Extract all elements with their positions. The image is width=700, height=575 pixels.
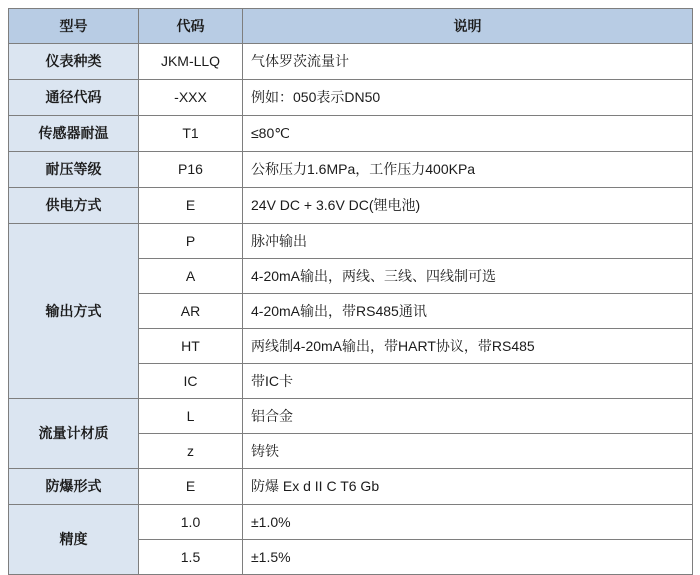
- row-code: P: [139, 224, 243, 259]
- row-description: ≤80℃: [243, 116, 693, 152]
- row-label: 仪表种类: [9, 44, 139, 80]
- row-code: T1: [139, 116, 243, 152]
- row-code: 1.5: [139, 540, 243, 575]
- row-code: -XXX: [139, 80, 243, 116]
- row-code: z: [139, 434, 243, 469]
- row-code: HT: [139, 329, 243, 364]
- row-label: 传感器耐温: [9, 116, 139, 152]
- row-description: ±1.5%: [243, 540, 693, 575]
- row-description: 两线制4-20mA输出，带HART协议，带RS485: [243, 329, 693, 364]
- row-description: 脉冲输出: [243, 224, 693, 259]
- row-code: A: [139, 259, 243, 294]
- row-label: 供电方式: [9, 188, 139, 224]
- table-row: [9, 116, 693, 152]
- specification-table: [8, 8, 693, 575]
- row-code: 1.0: [139, 505, 243, 540]
- row-code: IC: [139, 364, 243, 399]
- table-header-row: [9, 9, 693, 44]
- row-code: AR: [139, 294, 243, 329]
- row-description: 24V DC + 3.6V DC(锂电池): [243, 188, 693, 224]
- header-cell-description: 说明: [243, 9, 693, 44]
- row-label: 精度: [9, 505, 139, 575]
- table-row: [9, 152, 693, 188]
- row-code: L: [139, 399, 243, 434]
- row-label: 防爆形式: [9, 469, 139, 505]
- table-row: [9, 188, 693, 224]
- row-description: 铸铁: [243, 434, 693, 469]
- row-description: 公称压力1.6MPa，工作压力400KPa: [243, 152, 693, 188]
- row-code: JKM-LLQ: [139, 44, 243, 80]
- header-cell-model: 型号: [9, 9, 139, 44]
- row-description: 铝合金: [243, 399, 693, 434]
- row-label: 输出方式: [9, 224, 139, 399]
- row-label: 通径代码: [9, 80, 139, 116]
- row-description: 防爆 Ex d II C T6 Gb: [243, 469, 693, 505]
- row-description: 4-20mA输出，带RS485通讯: [243, 294, 693, 329]
- row-label: 耐压等级: [9, 152, 139, 188]
- table-row: [9, 44, 693, 80]
- table-row: [9, 505, 693, 540]
- row-description: ±1.0%: [243, 505, 693, 540]
- table-row: [9, 80, 693, 116]
- row-code: E: [139, 469, 243, 505]
- row-description: 4-20mA输出，两线、三线、四线制可选: [243, 259, 693, 294]
- header-cell-code: 代码: [139, 9, 243, 44]
- table-row: [9, 399, 693, 434]
- row-code: E: [139, 188, 243, 224]
- row-description: 带IC卡: [243, 364, 693, 399]
- table-row: [9, 469, 693, 505]
- row-description: 例如：050表示DN50: [243, 80, 693, 116]
- row-code: P16: [139, 152, 243, 188]
- row-label: 流量计材质: [9, 399, 139, 469]
- table-row: [9, 224, 693, 259]
- row-description: 气体罗茨流量计: [243, 44, 693, 80]
